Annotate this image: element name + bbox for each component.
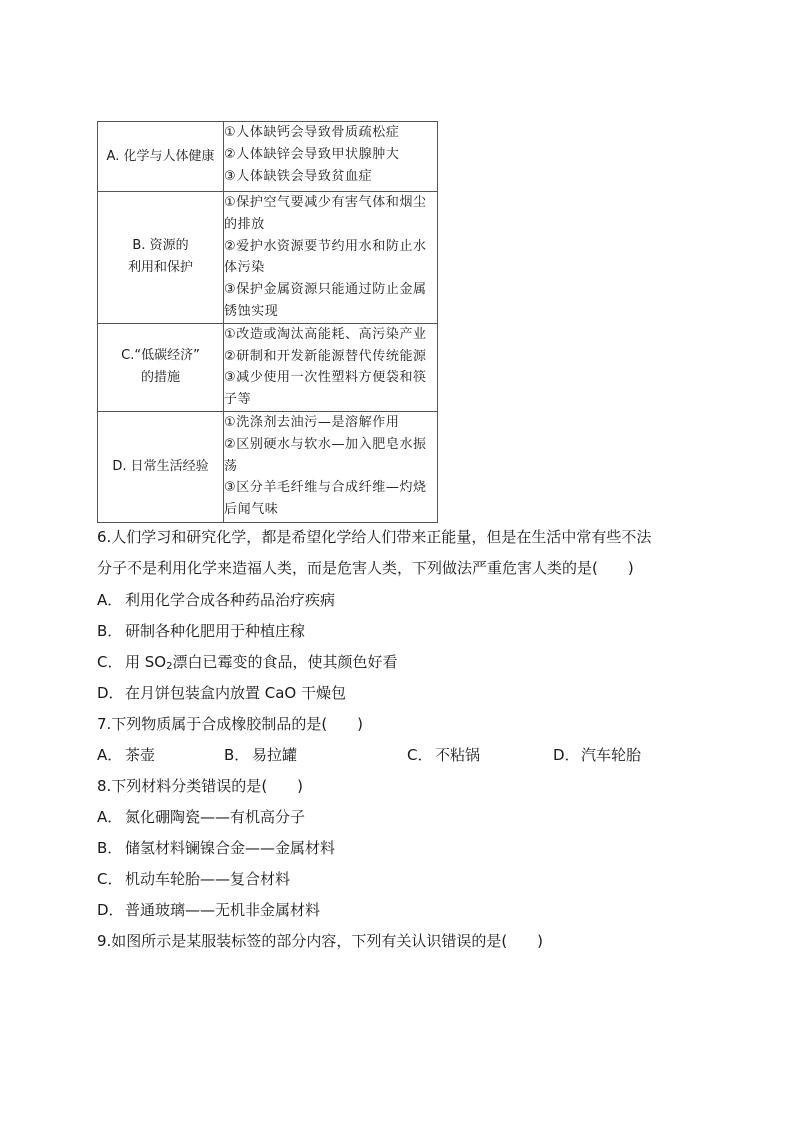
option-letter: D． <box>97 901 124 919</box>
q6-stem-line1: 6.人们学习和研究化学，都是希望化学给人们带来正能量，但是在生活中常有些不法 <box>97 528 652 546</box>
q8-option-d[interactable] <box>97 900 320 920</box>
table-category-cell <box>98 192 224 324</box>
option-letter: B． <box>224 746 250 764</box>
option-letter: C． <box>97 870 123 888</box>
table-item: ③区分羊毛纤维与合成纤维—灼烧后闻气味 <box>224 480 427 518</box>
q8-stem: 8.下列材料分类错误的是( ) <box>97 777 304 795</box>
table-item: ①人体缺钙会导致骨质疏松症 <box>224 125 400 140</box>
q6-option-d[interactable] <box>97 683 346 703</box>
table-row <box>98 323 438 411</box>
category-line: C.“低碳经济” <box>121 348 200 364</box>
table-item: ②爱护水资源要节约用水和防止水体污染 <box>224 238 427 276</box>
option-text-pre: 用 SO <box>125 653 167 671</box>
q7-stem: 7.下列物质属于合成橡胶制品的是( ) <box>97 715 364 733</box>
q7-option-c[interactable] <box>407 745 480 765</box>
table-item: ②区别硬水与软水—加入肥皂水振荡 <box>224 436 427 474</box>
table-item: ②人体缺锌会导致甲状腺肿大 <box>224 146 400 162</box>
option-text: 易拉罐 <box>252 746 298 764</box>
q9-stem: 9.如图所示是某服装标签的部分内容，下列有关认识错误的是( ) <box>97 932 544 950</box>
table-item: ③保护金属资源只能通过防止金属锈蚀实现 <box>224 282 427 319</box>
table-row <box>98 192 438 324</box>
option-text: 在月饼包装盒内放置 CaO 干燥包 <box>125 684 347 702</box>
option-text: 利用化学合成各种药品治疗疾病 <box>125 591 336 609</box>
q7-option-b[interactable] <box>224 745 297 765</box>
q8-option-c[interactable] <box>97 869 290 889</box>
option-text-post: 漂白已霉变的食品，使其颜色好看 <box>172 653 398 671</box>
q6-option-b[interactable] <box>97 621 305 641</box>
option-text: 不粘锅 <box>435 746 481 764</box>
category-line: B. 资源的 <box>132 238 189 254</box>
q7-option-a[interactable] <box>97 745 155 765</box>
table-items-cell <box>224 323 438 411</box>
q6-stem-line2: 分子不是利用化学来造福人类，而是危害人类，下列做法严重危害人类的是( ) <box>97 559 634 577</box>
q8-option-b[interactable] <box>97 838 335 858</box>
table-row <box>98 122 438 192</box>
category-line: D. 日常生活经验 <box>112 458 209 474</box>
table-category-cell <box>98 323 224 411</box>
option-letter: D． <box>553 746 580 764</box>
option-text: 机动车轮胎——复合材料 <box>125 870 291 888</box>
option-letter: B． <box>97 839 123 857</box>
q8-option-a[interactable] <box>97 807 305 827</box>
option-text: 研制各种化肥用于种植庄稼 <box>125 622 306 640</box>
option-text: 普通玻璃——无机非金属材料 <box>125 901 321 919</box>
table-category-cell <box>98 411 224 522</box>
table-item: ②研制和开发新能源替代传统能源 <box>224 348 427 364</box>
table-items-cell <box>224 411 438 522</box>
q7-option-d[interactable] <box>553 745 641 765</box>
table-category-cell <box>98 122 224 192</box>
option-letter: C． <box>97 653 123 671</box>
category-line: 利用和保护 <box>127 260 193 276</box>
option-letter: C． <box>407 746 433 764</box>
table-item: ③减少使用一次性塑料方便袋和筷子等 <box>224 370 427 408</box>
q6-option-c[interactable] <box>97 652 398 677</box>
table-item: ①改造或淘汰高能耗、高污染产业 <box>224 326 427 342</box>
option-letter: A． <box>97 746 123 764</box>
option-letter: D． <box>97 684 124 702</box>
knowledge-table <box>97 121 438 523</box>
q6-option-a[interactable] <box>97 590 335 610</box>
table-item: ①保护空气要减少有害气体和烟尘的排放 <box>224 195 427 232</box>
subscript: 2 <box>166 661 173 672</box>
option-text: 茶壶 <box>125 746 156 764</box>
table-item: ①洗涤剂去油污—是溶解作用 <box>224 414 400 430</box>
table-item: ③人体缺铁会导致贫血症 <box>224 168 373 184</box>
category-line: A. 化学与人体健康 <box>106 148 215 164</box>
option-text: 储氢材料镧镍合金——金属材料 <box>125 839 336 857</box>
table-row <box>98 411 438 522</box>
table-items-cell <box>224 122 438 192</box>
category-line: 的措施 <box>140 370 180 386</box>
option-letter: B． <box>97 622 123 640</box>
option-letter: A． <box>97 591 123 609</box>
option-text: 氮化硼陶瓷——有机高分子 <box>125 808 306 826</box>
option-text: 汽车轮胎 <box>581 746 642 764</box>
table-items-cell <box>224 192 438 324</box>
option-letter: A． <box>97 808 123 826</box>
